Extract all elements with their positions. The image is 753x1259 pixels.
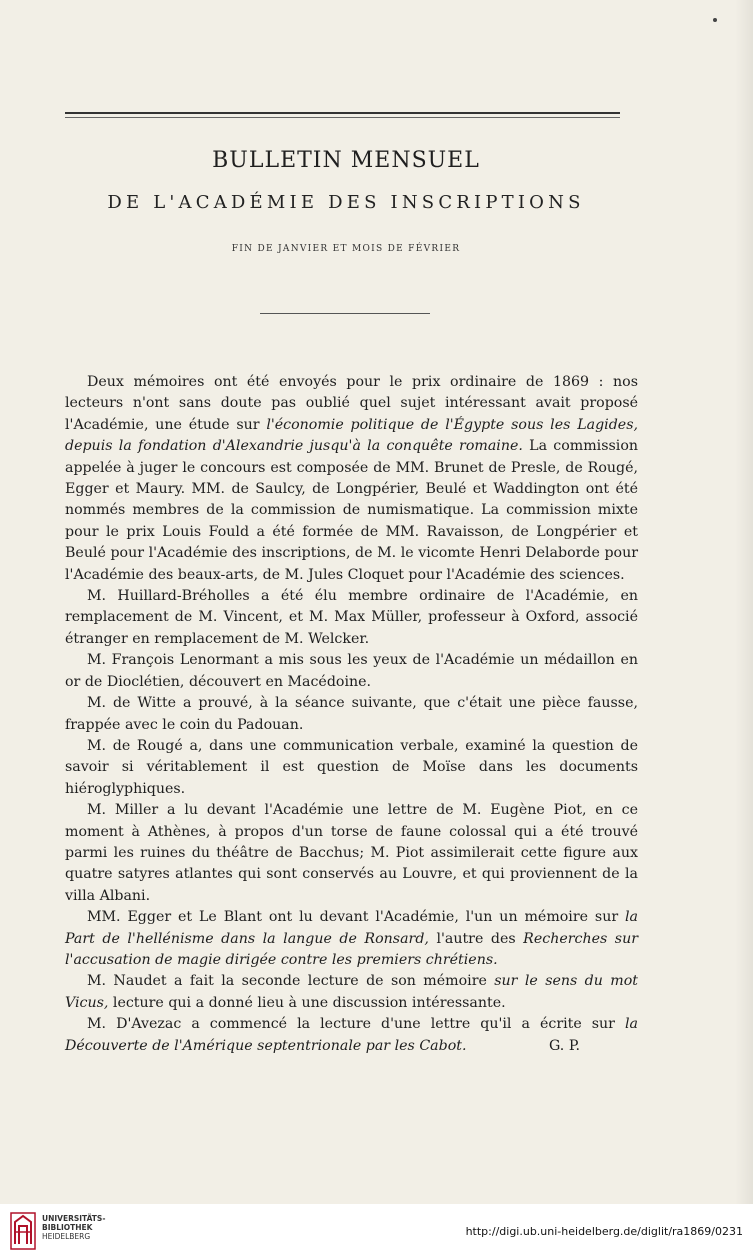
bulletin-subtitle: DE L'ACADÉMIE DES INSCRIPTIONS [107, 192, 585, 213]
header-rule-thin [65, 117, 620, 118]
paragraph-text: M. Miller a lu devant l'Académie une lettre de M. Eugène Piot, en ce moment à Athènes, à propos d'un torse de faune colossal qui a été trouvé parmi les ruines du théâtre de Bacchus; M. Piot assimilerait cette figure aux quatre satyres atlantes qui sont conservés au Louvre, et qui proviennent de la villa Albani. [65, 802, 638, 904]
paragraph [65, 800, 638, 907]
paragraph-text: Deux mémoires ont été envoyés pour le prix ordinaire de 1869 : nos lecteurs n'ont sans doute pas oublié quel sujet intéressant avait proposé l'Académie, une étude sur [65, 374, 638, 433]
paragraph [65, 372, 638, 586]
paragraph-text: M. de Witte a prouvé, à la séance suivante, que c'était une pièce fausse, frappée avec le coin du Padouan. [65, 695, 638, 733]
paragraph-text: La commission appelée à juger le concours est composée de MM. Brunet de Presle, de Rougé, Egger et Maury. MM. de Saulcy, de Longpérier, Beulé et Waddington ont été nommés membres de la commission de numismatique. La commission mixte pour le prix Louis Fould a été formée de MM. Ravaisson, de Longpérier et Beulé pour l'Académie des inscriptions, de M. le vicomte Henri Delaborde pour l'Académie des beaux-arts, de M. Jules Cloquet pour l'Académie des sciences. [65, 438, 638, 583]
paragraph [65, 971, 638, 1014]
italic-title-text: la Découverte de l'Amérique septentrionale par les Cabot. [65, 1016, 638, 1054]
page-marker-dot [713, 18, 717, 22]
section-divider [260, 313, 430, 314]
paragraph [65, 1014, 638, 1057]
paragraph-text: M. D'Avezac a commencé la lecture d'une lettre qu'il a écrite sur [87, 1016, 625, 1033]
paragraph-text: M. de Rougé a, dans une communication verbale, examiné la question de savoir si véritablement il est question de Moïse dans les documents hiéroglyphiques. [65, 737, 638, 797]
library-name-line2: BIBLIOTHEK [42, 1223, 93, 1232]
library-name[interactable] [42, 1214, 105, 1241]
page-edge-shadow [735, 0, 753, 1204]
paragraph-text: l'autre des [428, 930, 524, 947]
italic-title-text: l'économie politique de l'Égypte sous les Lagides, depuis la fondation d'Alexandrie jusqu'à la conquête romaine. [65, 416, 638, 455]
library-name-line1: UNIVERSITÄTS- [42, 1214, 106, 1223]
paragraph [65, 736, 638, 800]
paragraph [65, 693, 638, 736]
header-rule-thick [65, 112, 620, 114]
article-body [65, 372, 638, 1057]
italic-title-text: sur le sens du mot Vicus, [65, 973, 638, 1011]
paragraph-text: M. Naudet a fait la seconde lecture de son mémoire [87, 973, 495, 990]
bulletin-title: BULLETIN MENSUEL [212, 148, 480, 173]
paragraph-text: MM. Egger et Le Blant ont lu devant l'Académie, l'un un mémoire sur [87, 909, 625, 926]
heidelberg-library-logo-icon[interactable] [10, 1212, 36, 1250]
library-name-line3: HEIDELBERG [42, 1232, 91, 1241]
paragraph [65, 650, 638, 693]
paragraph-text: M. François Lenormant a mis sous les yeux de l'Académie un médaillon en or de Dioclétien, découvert en Macédoine. [65, 652, 638, 690]
paragraph [65, 907, 638, 971]
italic-title-text: la Part de l'hellénisme dans la langue de Ronsard, [65, 909, 638, 947]
paragraph-text: lecture qui a donné lieu à une discussion intéressante. [108, 994, 506, 1011]
paragraph-text: M. Huillard-Bréholles a été élu membre ordinaire de l'Académie, en remplacement de M. Vincent, et M. Max Müller, professeur à Oxford, associé étranger en remplacement de M. Welcker. [65, 588, 638, 647]
italic-title-text: Recherches sur l'accusation de magie dirigée contre les premiers chrétiens. [65, 930, 638, 968]
paragraph [65, 586, 638, 650]
bulletin-period: FIN DE JANVIER ET MOIS DE FÉVRIER [231, 244, 461, 254]
author-signature: G. P. [548, 1037, 580, 1054]
source-url-link[interactable]: http://digi.ub.uni-heidelberg.de/diglit/ra1869/0231 [465, 1225, 743, 1238]
